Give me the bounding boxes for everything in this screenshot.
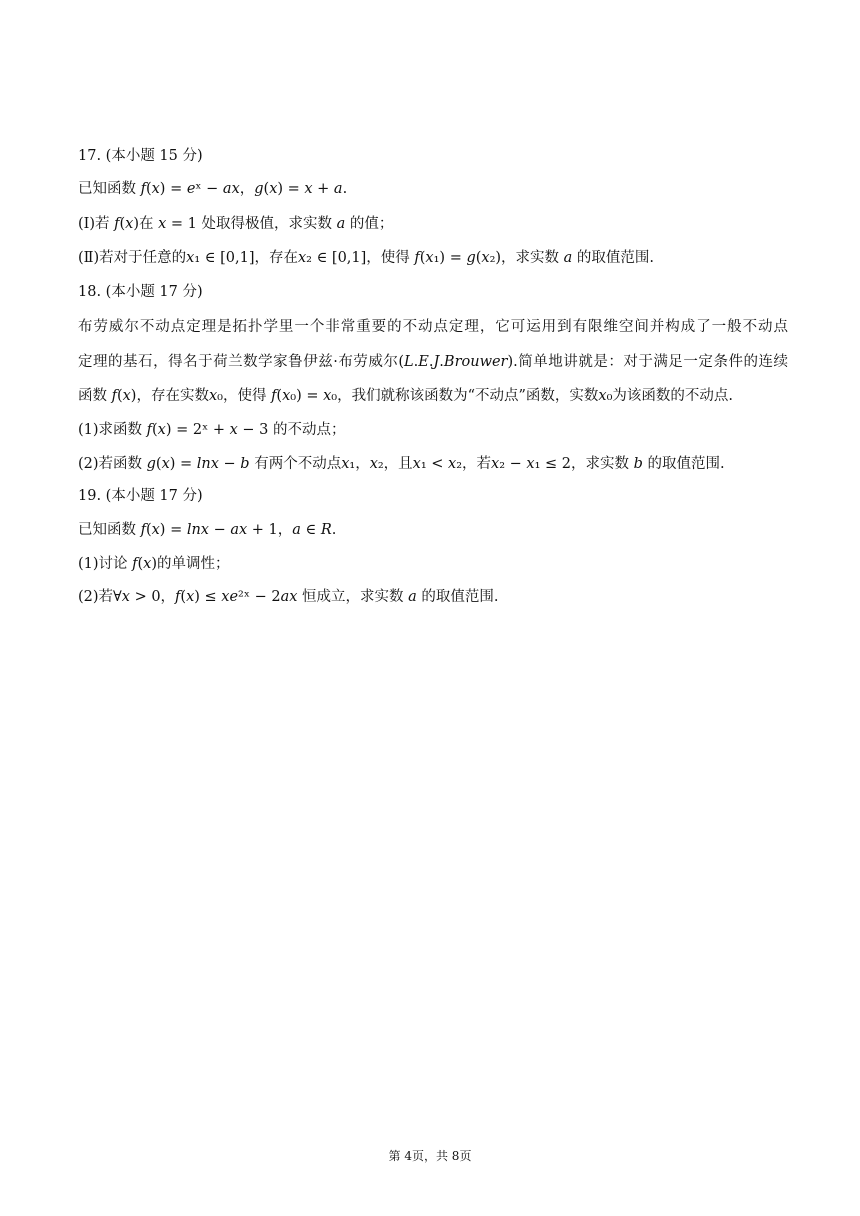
problem-17-part-2: (Ⅱ)若对于任意的𝑥₁ ∈ [0,1]，存在𝑥₂ ∈ [0,1]，使得 𝑓(𝑥₁) = 𝑔(𝑥₂)，求实数 𝑎 的取值范围.	[78, 250, 655, 266]
problem-18-part-2: (2)若函数 𝑔(𝑥) = 𝑙𝑛𝑥 − 𝑏 有两个不动点𝑥₁，𝑥₂，且𝑥₁ < 𝑥₂，若𝑥₂ − 𝑥₁ ≤ 2，求实数 𝑏 的取值范围.	[78, 456, 725, 472]
page-footer: 第 4页，共 8页	[388, 1149, 472, 1163]
problem-18-intro-line-2: 定理的基石，得名于荷兰数学家鲁伊兹·布劳威尔(𝐿.𝐸.𝐽.𝐵𝑟𝑜𝑢𝑤𝑒𝑟).简单地讲就是：对于满足一定条件的连续	[78, 354, 788, 370]
problem-17-statement: 已知函数 𝑓(𝑥) = 𝑒ˣ − 𝑎𝑥，𝑔(𝑥) = 𝑥 + 𝑎.	[78, 181, 348, 197]
problem-17-part-1: (Ⅰ)若 𝑓(𝑥)在 𝑥 = 1 处取得极值，求实数 𝑎 的值；	[78, 216, 394, 232]
problem-17-heading: 17. (本小题 15 分)	[78, 148, 203, 164]
problem-19-statement: 已知函数 𝑓(𝑥) = 𝑙𝑛𝑥 − 𝑎𝑥 + 1，𝑎 ∈ 𝑅.	[78, 522, 337, 538]
problem-19-part-1: (1)讨论 𝑓(𝑥)的单调性；	[78, 556, 230, 572]
problem-18-intro-line-3: 函数 𝑓(𝑥)，存在实数𝑥₀，使得 𝑓(𝑥₀) = 𝑥₀，我们就称该函数为“不动点”函数，实数𝑥₀为该函数的不动点.	[78, 388, 734, 404]
problem-18-heading: 18. (本小题 17 分)	[78, 284, 203, 300]
problem-18-part-1: (1)求函数 𝑓(𝑥) = 2ˣ + 𝑥 − 3 的不动点；	[78, 422, 346, 438]
problem-19-part-2: (2)若∀𝑥 > 0，𝑓(𝑥) ≤ 𝑥𝑒²ˣ − 2𝑎𝑥 恒成立，求实数 𝑎 的取值范围.	[78, 589, 499, 605]
problem-19-heading: 19. (本小题 17 分)	[78, 488, 203, 504]
problem-18-intro-line-1: 布劳威尔不动点定理是拓扑学里一个非常重要的不动点定理，它可运用到有限维空间并构成了一般不动点	[78, 319, 788, 335]
